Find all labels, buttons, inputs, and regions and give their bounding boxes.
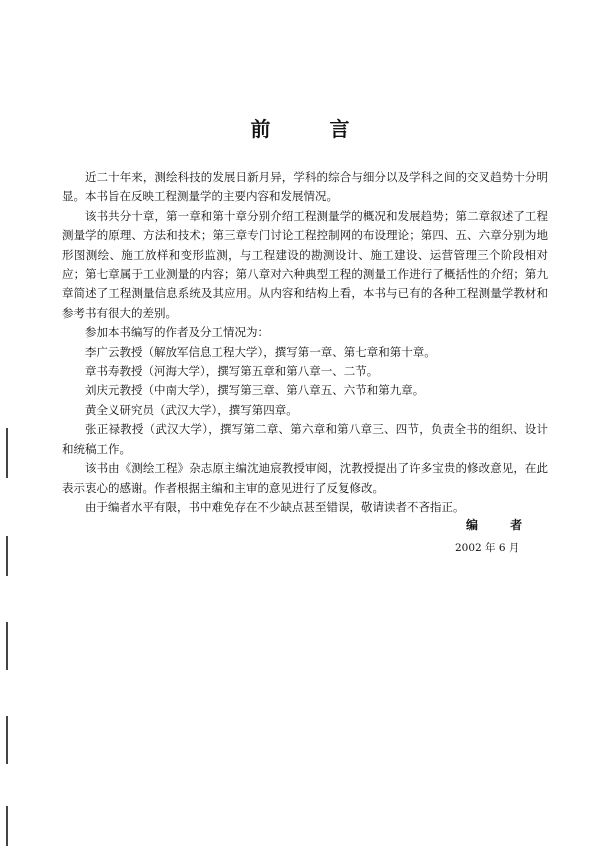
scan-edge-mark xyxy=(6,428,8,478)
signature: 编 者 xyxy=(466,518,537,532)
paragraph-7: 黄全义研究员（武汉大学），撰写第四章。 xyxy=(85,402,298,417)
page-title: 前 言 xyxy=(250,117,376,141)
paragraph-2: 该书共分十章，第一章和第十章分别介绍工程测量学的概况和发展趋势；第二章叙述了工程测量学的原理、方法和技术；第三章专门讨论工程控制网的布设理论；第四、五、六章分别为地形图测绘、施工放样和变形监测，与工程建设的勘测设计、施工建设、运营管理三个阶段相对应；第七章属于工业测量的内容；第八章对六种典型工程的测量工作进行了概括性的介绍；第九章简述了工程测量信息系统及其应用。从内容和结构上看，本书与已有的各种工程测量学教材和参考书有很大的差别。 xyxy=(62,208,548,320)
scan-edge-mark xyxy=(6,806,8,846)
paragraph-8: 张正禄教授（武汉大学），撰写第二章、第六章和第八章三、四节，负责全书的组织、设计和统稿工作。 xyxy=(62,422,548,456)
preface-body xyxy=(62,168,548,517)
paragraph-3: 参加本书编写的作者及分工情况为： xyxy=(85,325,269,340)
scan-edge-mark xyxy=(6,716,8,764)
paragraph-5: 章书寿教授（河海大学），撰写第五章和第八章一、二节。 xyxy=(85,364,379,379)
paragraph-10: 由于编者水平有限，书中难免存在不少缺点甚至错误，敬请读者不吝指正。 xyxy=(85,499,465,514)
date: 2002 年 6 月 xyxy=(455,542,520,554)
scan-edge-mark xyxy=(6,536,8,576)
paragraph-1: 近二十年来，测绘科技的发展日新月异，学科的综合与细分以及学科之间的交叉趋势十分明显。本书旨在反映工程测量学的主要内容和发展情况。 xyxy=(62,170,548,204)
scan-edge-mark xyxy=(6,622,8,670)
paragraph-9: 该书由《测绘工程》杂志原主编沈迪宸教授审阅，沈教授提出了许多宝贵的修改意见，在此表示衷心的感谢。作者根据主编和主审的意见进行了反复修改。 xyxy=(62,461,548,495)
paragraph-4: 李广云教授（解放军信息工程大学），撰写第一章、第七章和第十章。 xyxy=(85,344,436,359)
paragraph-6: 刘庆元教授（中南大学），撰写第三章、第八章五、六节和第九章。 xyxy=(85,383,425,398)
